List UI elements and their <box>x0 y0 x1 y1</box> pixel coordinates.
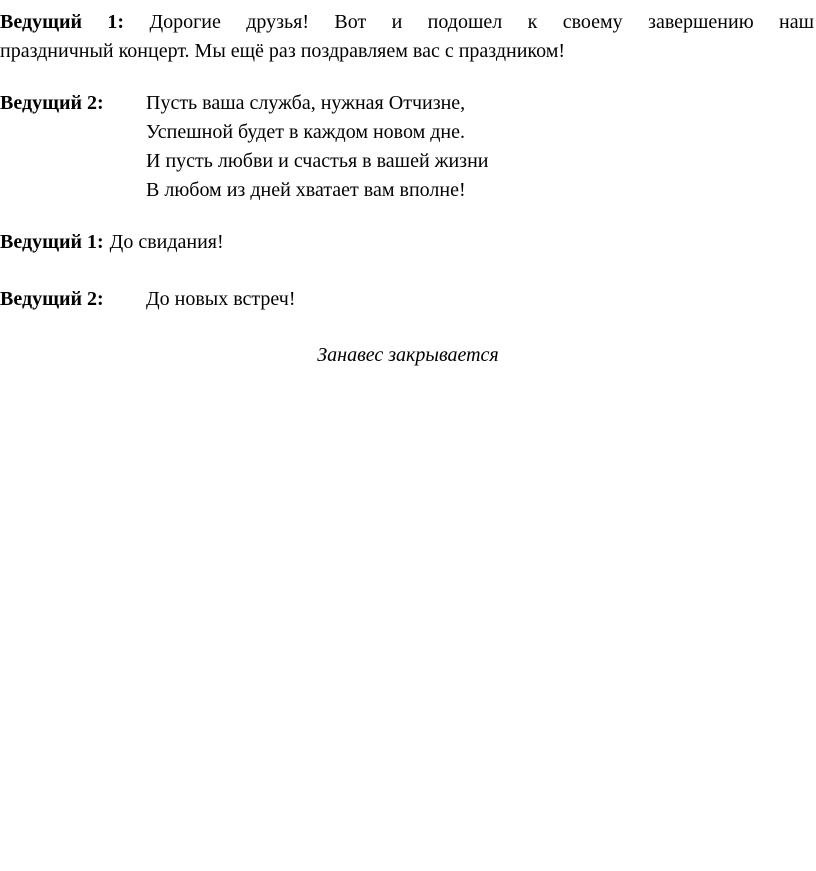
farewell-1-text: До свидания! <box>109 231 224 253</box>
opening-text-line2: праздничный концерт. Мы ещё раз поздравляем вас с праздником! <box>0 40 566 62</box>
farewell-1-paragraph <box>0 228 814 257</box>
opening-text-line1: Дорогие друзья! Вот и подошел к своему завершению наш <box>149 11 815 33</box>
verse-line: Пусть ваша служба, нужная Отчизне, <box>146 92 466 114</box>
opening-first-line <box>0 8 814 37</box>
verse-line: И пусть любви и счастья в вашей жизни <box>146 150 489 172</box>
verse-lines <box>146 89 489 205</box>
verse-paragraph <box>0 89 814 209</box>
farewell-2-paragraph <box>0 285 814 315</box>
verse-line: В любом из дней хватает вам вполне! <box>146 179 466 201</box>
verse-line: Успешной будет в каждом новом дне. <box>146 121 466 143</box>
opening-paragraph <box>0 8 814 66</box>
speaker-label: Ведущий 1: <box>0 11 125 33</box>
speaker-label: Ведущий 2: <box>0 288 104 310</box>
stage-direction: Занавес закрывается <box>317 344 499 366</box>
speaker-label: Ведущий 1: <box>0 231 104 253</box>
farewell-2-text: До новых встреч! <box>146 288 296 310</box>
speaker-label: Ведущий 2: <box>0 92 104 114</box>
